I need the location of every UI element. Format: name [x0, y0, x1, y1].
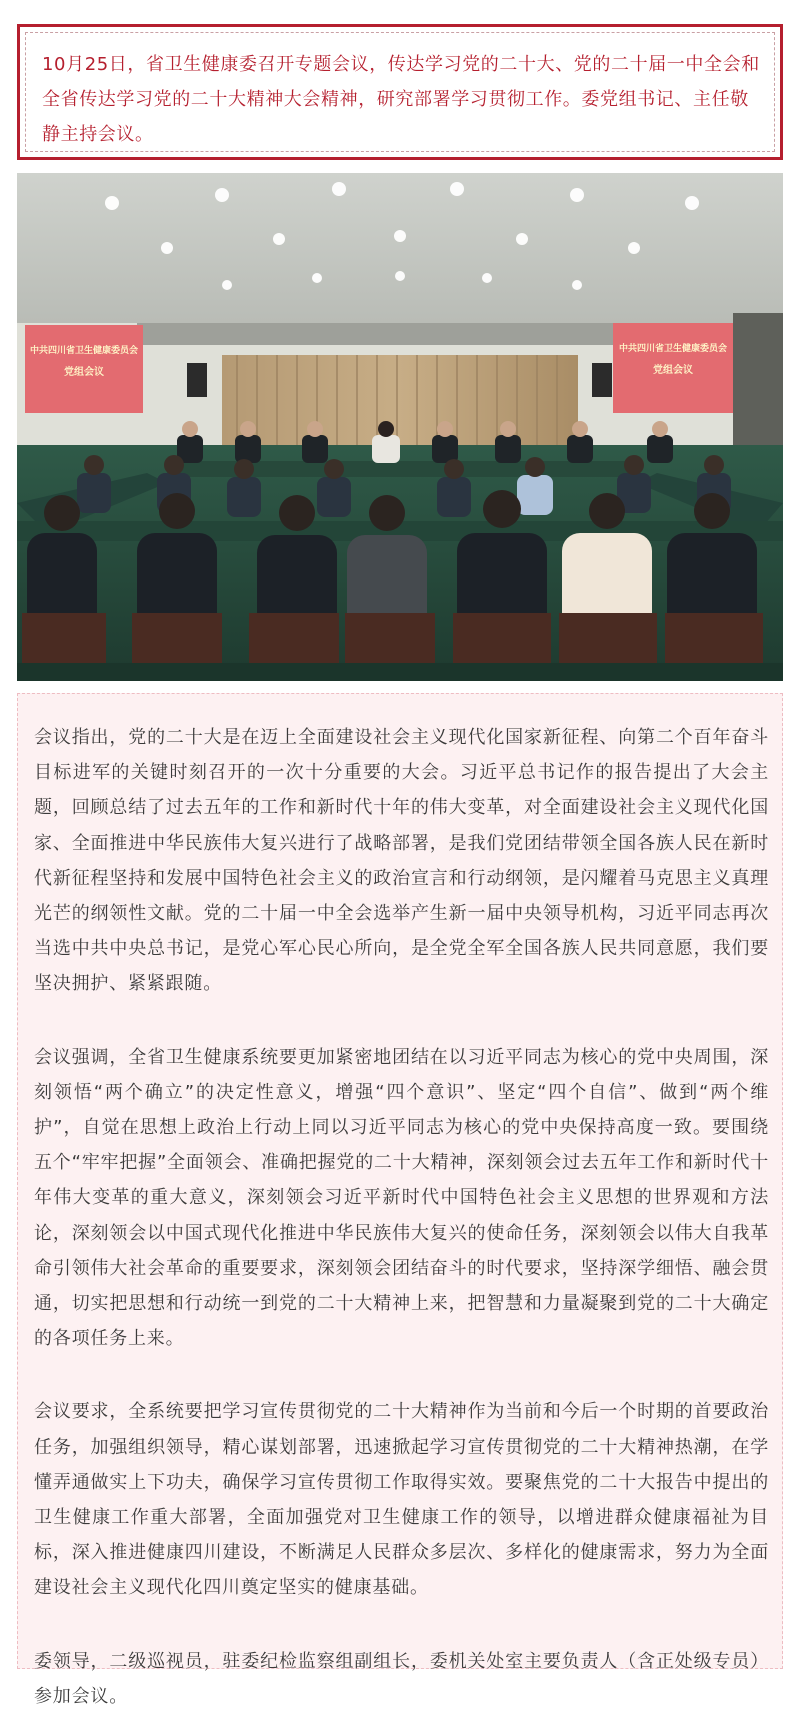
article-paragraph-3: 会议要求，全系统要把学习宣传贯彻党的二十大精神作为当前和今后一个时期的首要政治任务，加强组织领导，精心谋划部署，迅速掀起学习宣传贯彻党的二十大精神热潮，在学懂弄通做实上下功夫，确保学习宣传贯彻工作取得实效。要聚焦党的二十大报告中提出的卫生健康工作重大部署，全面加强党对卫生健康工作的领导，以增进群众健康福祉为目标，深入推进健康四川建设，不断满足人民群众多层次、多样化的健康需求，努力为全面建设社会主义现代化四川奠定坚实的健康基础。 — [34, 1401, 769, 1599]
article-body — [17, 693, 783, 1707]
left-screen-title: 中共四川省卫生健康委员会 — [29, 346, 139, 356]
article-paragraph-2: 会议强调，全省卫生健康系统要更加紧密地团结在以习近平同志为核心的党中央周围，深刻领悟“两个确立”的决定性意义，增强“四个意识”、坚定“四个自信”、做到“两个维护”，自觉在思想上政治上行动上同以习近平同志为核心的党中央保持高度一致。要围绕五个“牢牢把握”全面领会、准确把握党的二十大精神，深刻领会过去五年工作和新时代十年伟大变革的重大意义，深刻领会习近平新时代中国特色社会主义思想的世界观和方法论，深刻领会以中国式现代化推进中华民族伟大复兴的使命任务，深刻领会以伟大自我革命引领伟大社会革命的重要要求，深刻领会团结奋斗的时代要求，坚持深学细悟、融会贯通，切实把思想和行动统一到党的二十大精神上来，把智慧和力量凝聚到党的二十大确定的各项任务上来。 — [34, 1046, 769, 1350]
article-paragraph-1: 会议指出，党的二十大是在迈上全面建设社会主义现代化国家新征程、向第二个百年奋斗目标进军的关键时刻召开的一次十分重要的大会。习近平总书记作的报告提出了大会主题，回顾总结了过去五年的工作和新时代十年的伟大变革，对全面建设社会主义现代化国家、全面推进中华民族伟大复兴进行了战略部署，是我们党团结带领全国各族人民在新时代新征程坚持和发展中国特色社会主义的政治宣言和行动纲领，是闪耀着马克思主义真理光芒的纲领性文献。党的二十届一中全会选举产生新一届中央领导机构，习近平同志再次当选中共中央总书记，是党心军心民心所向，是全党全军全国各族人民共同意愿，我们要坚决拥护、紧紧跟随。 — [34, 727, 769, 995]
lead-inner-dashed-frame — [25, 32, 775, 152]
article-paragraph-4: 委领导，二级巡视员，驻委纪检监察组副组长，委机关处室主要负责人（含正处级专员）参加会议。 — [34, 1650, 769, 1707]
lead-text: 10月25日，省卫生健康委召开专题会议，传达学习党的二十大、党的二十届一中全会和全省传达学习党的二十大精神大会精神，研究部署学习贯彻工作。委党组书记、主任敬静主持会议。 — [42, 54, 760, 145]
right-screen-subtitle: 党组会议 — [653, 365, 693, 376]
right-screen — [613, 323, 733, 413]
left-screen — [25, 325, 143, 413]
meeting-photo — [17, 173, 783, 681]
right-screen-title: 中共四川省卫生健康委员会 — [618, 344, 728, 354]
left-screen-subtitle: 党组会议 — [64, 367, 104, 378]
lead-box — [17, 24, 783, 160]
